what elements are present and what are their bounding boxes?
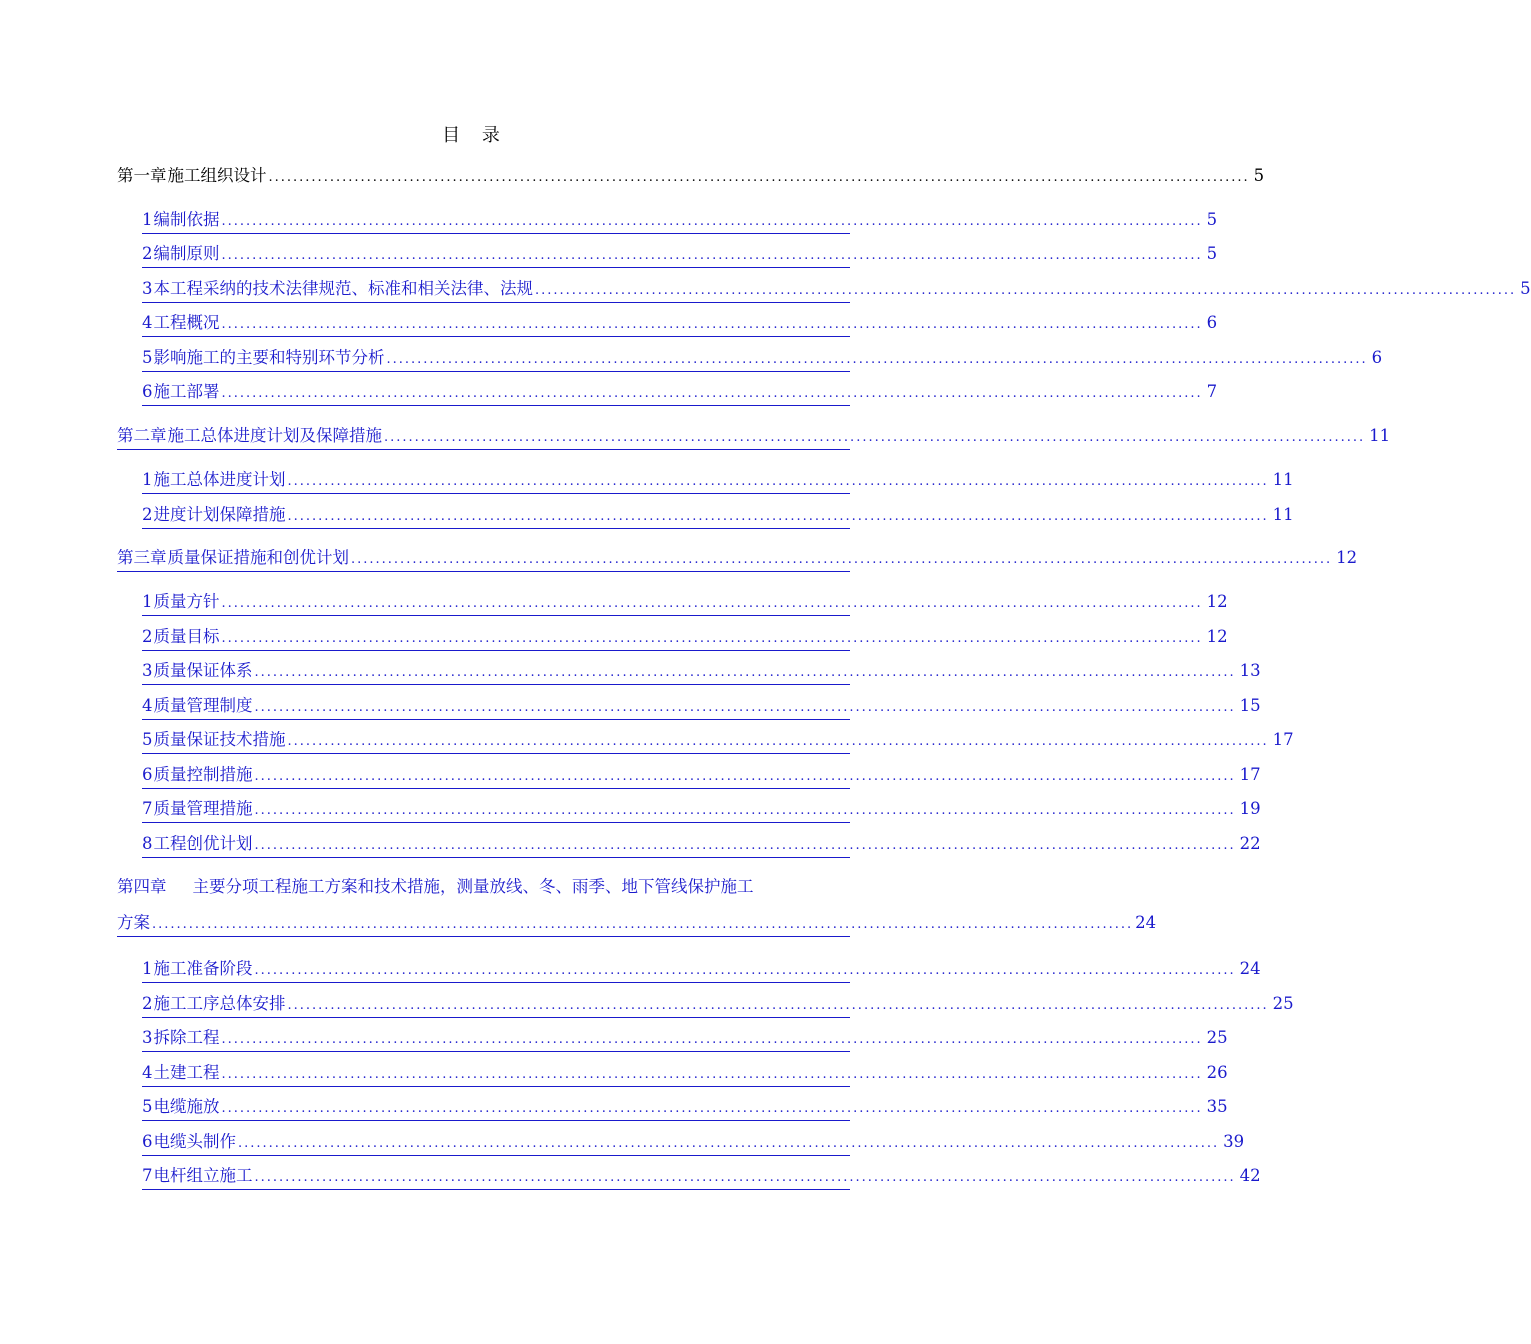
toc-leader-dots: ................................................................................................................................................................ [384, 430, 1366, 445]
toc-entry-page: 39 [1223, 1132, 1245, 1151]
toc-leader-dots: ................................................................................................................................................................ [254, 769, 1236, 784]
toc-entry-page: 35 [1206, 1097, 1228, 1116]
toc-entry-page: 11 [1272, 470, 1294, 489]
toc-leader-dots: ................................................................................................................................................................ [254, 665, 1236, 680]
toc-entry-section[interactable] [142, 347, 1383, 372]
toc-leader-dots: ................................................................................................................................................................ [238, 1136, 1220, 1151]
toc-entry-section[interactable] [142, 1062, 1228, 1087]
toc-entry-section[interactable] [142, 764, 1261, 789]
toc-entry-label: 工程创优计划 [153, 834, 253, 853]
toc-leader-dots: ................................................................................................................................................................ [254, 838, 1236, 853]
toc-entry-label: 土建工程 [153, 1063, 220, 1082]
toc-entry-section[interactable] [142, 469, 1294, 494]
toc-entry-num: 第二章 [117, 426, 167, 445]
toc-entry-page: 11 [1272, 505, 1294, 524]
toc-entry-chapter-4-line1 [117, 876, 850, 898]
toc-entry-num: 1 [142, 470, 153, 489]
toc-entry-label: 电缆头制作 [153, 1132, 236, 1151]
toc-entry-label: 主要分项工程施工方案和技术措施，测量放线、冬、雨季、地下管线保护施工 [192, 877, 754, 896]
toc-entry-num: 5 [142, 348, 153, 367]
toc-leader-dots: ................................................................................................................................................................ [268, 170, 1250, 185]
toc-leader-dots: ................................................................................................................................................................ [221, 248, 1203, 263]
toc-entry-page: 11 [1369, 426, 1391, 445]
toc-entry-label: 电缆施放 [153, 1097, 220, 1116]
toc-entry-page: 12 [1206, 592, 1228, 611]
toc-entry-chapter-4[interactable] [117, 876, 1157, 937]
toc-entry-page: 25 [1272, 994, 1294, 1013]
toc-entry-page: 6 [1206, 313, 1218, 332]
toc-entry-num: 3 [142, 661, 153, 680]
toc-entry-section[interactable] [142, 591, 1228, 616]
toc-entry-section[interactable] [142, 381, 1218, 406]
toc-entry-page: 5 [1206, 210, 1218, 229]
toc-entry-section[interactable] [142, 798, 1261, 823]
toc-entry-section[interactable] [142, 1027, 1228, 1052]
toc-entry-num: 第三章 [117, 548, 167, 567]
toc-entry-label: 进度计划保障措施 [153, 505, 286, 524]
toc-leader-dots: ................................................................................................................................................................ [221, 214, 1203, 229]
toc-leader-dots: ................................................................................................................................................................ [221, 317, 1203, 332]
toc-entry-section[interactable] [142, 1165, 1261, 1190]
toc-entry-label: 拆除工程 [153, 1028, 220, 1047]
toc-leader-dots: ................................................................................................................................................................ [287, 509, 1269, 524]
toc-leader-dots: ................................................................................................................................................................ [287, 474, 1269, 489]
toc-leader-dots: ................................................................................................................................................................ [351, 552, 1333, 567]
toc-entry-label: 施工总体进度计划及保障措施 [167, 426, 382, 445]
toc-entry-page: 5 [1253, 166, 1265, 185]
toc-entry-page: 17 [1272, 730, 1294, 749]
toc-entry-label: 施工准备阶段 [153, 959, 253, 978]
toc-entry-page: 26 [1206, 1063, 1228, 1082]
toc-entry-label-cont: 方案 [117, 913, 150, 932]
toc-entry-section[interactable] [142, 660, 1261, 685]
toc-entry-page: 13 [1239, 661, 1261, 680]
toc-entry-num: 4 [142, 1063, 153, 1082]
toc-entry-section[interactable] [142, 993, 1294, 1018]
toc-entry-label: 施工部署 [153, 382, 220, 401]
toc-entry-label: 质量目标 [153, 627, 220, 646]
toc-entry-label: 编制依据 [153, 210, 220, 229]
toc-leader-dots: ................................................................................................................................................................ [221, 1101, 1203, 1116]
toc-entry-page: 24 [1239, 959, 1261, 978]
toc-entry-page: 19 [1239, 799, 1261, 818]
toc-entry-num: 2 [142, 994, 153, 1013]
toc-entry-label: 工程概况 [153, 313, 220, 332]
toc-entry-label: 质量方针 [153, 592, 220, 611]
toc-leader-dots: ................................................................................................................................................................ [221, 386, 1203, 401]
toc-leader-dots: ................................................................................................................................................................ [287, 734, 1269, 749]
toc-leader-dots: ................................................................................................................................................................ [254, 963, 1236, 978]
toc-entry-section[interactable] [142, 209, 1218, 234]
toc-entry-section[interactable] [142, 833, 1261, 858]
toc-leader-dots: ................................................................................................................................................................ [254, 1170, 1236, 1185]
toc-entry-num: 第一章 [117, 166, 167, 185]
toc-entry-page: 12 [1206, 627, 1228, 646]
toc-entry-num: 4 [142, 313, 153, 332]
toc-entry-label: 质量保证技术措施 [153, 730, 286, 749]
toc-entry-label: 质量控制措施 [153, 765, 253, 784]
toc-leader-dots: ................................................................................................................................................................ [221, 1067, 1203, 1082]
toc-entry-num: 6 [142, 382, 153, 401]
toc-entry-chapter[interactable] [117, 165, 1265, 189]
page-title: 目 录 [442, 125, 508, 146]
toc-entry-num: 6 [142, 765, 153, 784]
toc-entry-label: 施工总体进度计划 [153, 470, 286, 489]
toc-entry-num: 3 [142, 1028, 153, 1047]
toc-entry-num: 2 [142, 627, 153, 646]
toc-entry-section[interactable] [142, 243, 1218, 268]
toc-entry-chapter-4-line2 [117, 912, 1157, 937]
toc-entry-section[interactable] [142, 1131, 1245, 1156]
toc-entry-num: 1 [142, 210, 153, 229]
toc-entry-num: 第四章 [117, 877, 167, 896]
toc-entry-page: 7 [1206, 382, 1218, 401]
toc-entry-num: 2 [142, 505, 153, 524]
toc-entry-page: 12 [1336, 548, 1358, 567]
toc-leader-dots: ................................................................................................................................................................ [254, 700, 1236, 715]
toc-leader-dots: ................................................................................................................................................................ [386, 352, 1368, 367]
toc-entry-section[interactable] [142, 695, 1261, 720]
toc-entry-num: 4 [142, 696, 153, 715]
toc-entry-section[interactable] [142, 958, 1261, 983]
toc-leader-dots: ................................................................................................................................................................ [254, 803, 1236, 818]
toc-entry-num: 1 [142, 959, 153, 978]
toc-entry-page: 24 [1135, 913, 1157, 932]
toc-leader-dots: ................................................................................................................................................................ [221, 596, 1203, 611]
toc-entry-num: 3 [142, 279, 153, 298]
toc-entry-label: 编制原则 [153, 244, 220, 263]
toc-entry-label: 质量保证体系 [153, 661, 253, 680]
toc-entry-label: 施工组织设计 [167, 166, 267, 185]
toc-entry-page: 25 [1206, 1028, 1228, 1047]
toc-entry-page: 6 [1371, 348, 1383, 367]
toc-entry-label: 本工程采纳的技术法律规范、标准和相关法律、法规 [153, 279, 533, 298]
toc-entry-section[interactable] [142, 1096, 1228, 1121]
toc-leader-dots: ................................................................................................................................................................ [152, 917, 1134, 932]
toc-entry-label: 电杆组立施工 [153, 1166, 253, 1185]
toc-entry-section[interactable] [142, 729, 1294, 754]
toc-entry-num: 7 [142, 799, 153, 818]
toc-entry-section[interactable] [142, 626, 1228, 651]
toc-entry-num: 5 [142, 730, 153, 749]
toc-entry-chapter[interactable] [117, 425, 1391, 450]
toc-entry-page: 17 [1239, 765, 1261, 784]
toc-entry-page: 22 [1239, 834, 1261, 853]
toc-entry-num: 1 [142, 592, 153, 611]
toc-entry-label: 质量保证措施和创优计划 [167, 548, 349, 567]
toc-entry-page: 5 [1520, 279, 1531, 298]
toc-entry-label: 质量管理制度 [153, 696, 253, 715]
toc-entry-label: 质量管理措施 [153, 799, 253, 818]
toc-leader-dots: ................................................................................................................................................................ [221, 1032, 1203, 1047]
toc-entry-page: 42 [1239, 1166, 1261, 1185]
toc-entry-num: 5 [142, 1097, 153, 1116]
toc-entry-num: 2 [142, 244, 153, 263]
toc-entry-page: 5 [1206, 244, 1218, 263]
toc-leader-dots: ................................................................................................................................................................ [287, 998, 1269, 1013]
toc-entry-label: 影响施工的主要和特别环节分析 [153, 348, 385, 367]
toc-entry-num: 7 [142, 1166, 153, 1185]
toc-leader-dots: ................................................................................................................................................................ [535, 283, 1517, 298]
toc-entry-label: 施工工序总体安排 [153, 994, 286, 1013]
toc-entry-section[interactable] [142, 278, 1531, 303]
toc-entry-section[interactable] [142, 312, 1218, 337]
toc-entry-section[interactable] [142, 504, 1294, 529]
toc-entry-chapter[interactable] [117, 547, 1358, 572]
toc-entry-num: 6 [142, 1132, 153, 1151]
toc-leader-dots: ................................................................................................................................................................ [221, 631, 1203, 646]
toc-entry-num: 8 [142, 834, 153, 853]
toc-entry-page: 15 [1239, 696, 1261, 715]
